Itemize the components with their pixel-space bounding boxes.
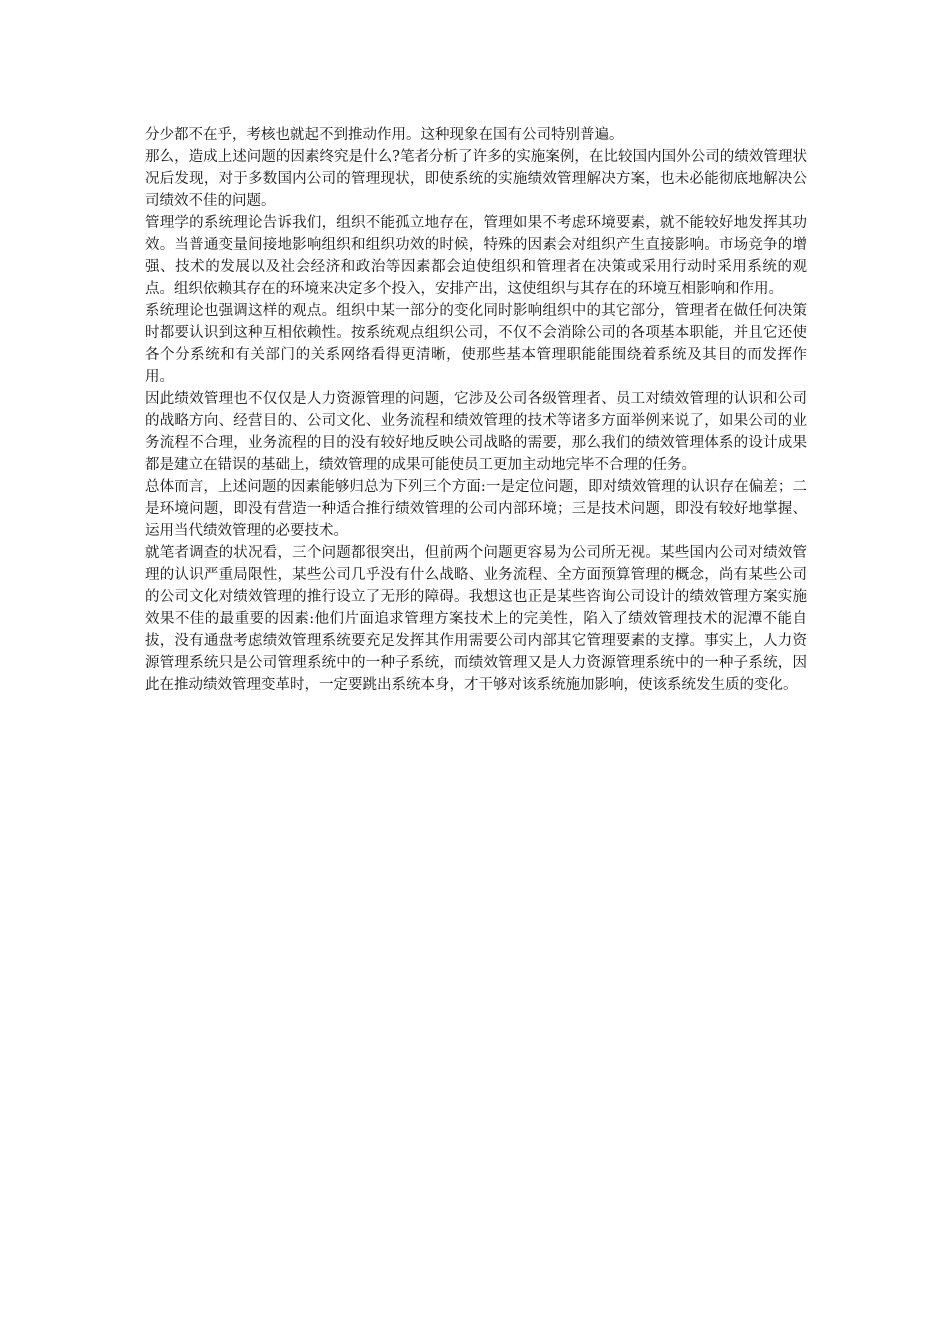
paragraph: 那么，造成上述问题的因素终究是什么?笔者分析了许多的实施案例，在比较国内国外公司的绩效管理状况后发现，对于多数国内公司的管理现状，即使系统的实施绩效管理解决方案，也未必能彻底地解决公司绩效不佳的问题。: [145, 149, 807, 209]
document-body: [145, 124, 807, 696]
paragraph: 分少都不在乎，考核也就起不到推动作用。这种现象在国有公司特别普遍。: [145, 127, 624, 143]
paragraph: 就笔者调查的状况看，三个问题都很突出，但前两个问题更容易为公司所无视。某些国内公司对绩效管理的认识严重局限性，某些公司几乎没有什么战略、业务流程、全方面预算管理的概念，尚有某些公司的公司文化对绩效管理的推行设立了无形的障碍。我想这也正是某些咨询公司设计的绩效管理方案实施效果不佳的最重要的因素:他们片面追求管理方案技术上的完美性，陷入了绩效管理技术的泥潭不能自拔，没有通盘考虑绩效管理系统要充足发挥其作用需要公司内部其它管理要素的支撑。事实上，人力资源管理系统只是公司管理系统中的一种子系统，而绩效管理又是人力资源管理系统中的一种子系统，因此在推动绩效管理变革时，一定要跳出系统本身，才干够对该系统施加影响，使该系统发生质的变化。: [145, 545, 807, 693]
paragraph: 管理学的系统理论告诉我们，组织不能孤立地存在，管理如果不考虑环境要素，就不能较好地发挥其功效。当普通变量间接地影响组织和组织功效的时候，特殊的因素会对组织产生直接影响。市场竞争的增强、技术的发展以及社会经济和政治等因素都会迫使组织和管理者在决策或采用行动时采用系统的观点。组织依赖其存在的环境来决定多个投入，安排产出，这使组织与其存在的环境互相影响和作用。: [145, 215, 807, 297]
paragraph: 总体而言，上述问题的因素能够归总为下列三个方面:一是定位问题，即对绩效管理的认识存在偏差；二是环境问题，即没有营造一种适合推行绩效管理的公司内部环境；三是技术问题，即没有较好地掌握、运用当代绩效管理的必要技术。: [145, 479, 807, 539]
paragraph: 因此绩效管理也不仅仅是人力资源管理的问题，它涉及公司各级管理者、员工对绩效管理的认识和公司的战略方向、经营目的、公司文化、业务流程和绩效管理的技术等诸多方面举例来说了，如果公司的业务流程不合理，业务流程的目的没有较好地反映公司战略的需要，那么我们的绩效管理体系的设计成果都是建立在错误的基础上，绩效管理的成果可能使员工更加主动地完毕不合理的任务。: [145, 391, 807, 473]
paragraph: 系统理论也强调这样的观点。组织中某一部分的变化同时影响组织中的其它部分，管理者在做任何决策时都要认识到这种互相依赖性。按系统观点组织公司，不仅不会消除公司的各项基本职能，并且它还使各个分系统和有关部门的关系网络看得更清晰，使那些基本管理职能能围绕着系统及其目的而发挥作用。: [145, 303, 807, 385]
